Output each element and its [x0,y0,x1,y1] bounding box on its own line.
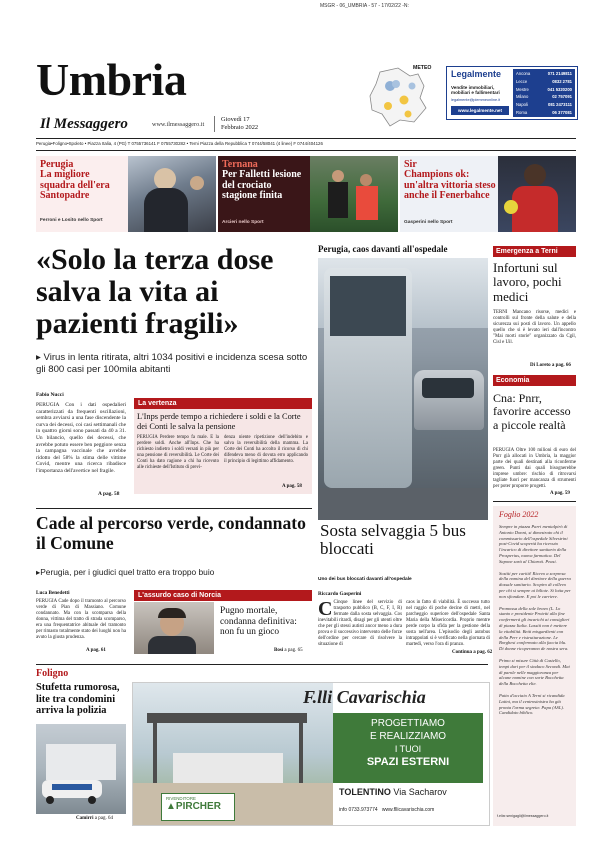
economia-text: PERUGIA Oltre 100 milioni di euro del Pnrr già allocati in Umbria, la maggior parte dei quali destinati alla riconferme green. Punti dai quali bisognerebbe imprese umbre: rischio di ritrovarsi tagliate fuori per mancanza di strumenti per poter proporre progetti. [493,448,576,489]
address-line: Perugia•Foligno•Spoleto • Piazza Italia, 4 (PG) T 0755736141 F 0755730282 • Terni Piazza della Repubblica T 0744/58041 (4 linee) F 0744/404126 [36,141,323,146]
arrow-icon: ▸ [36,352,44,363]
ad-city-name: Mestre [516,86,529,92]
main-page-ref[interactable]: A pag. 58 [98,491,120,497]
foligno-byline: Camirri [76,816,94,821]
meteo-map [360,64,438,130]
cade-text: PERUGIA Cade dopo il tramonto al percorso verde di Pian di Massiano. Comune condannato. Ma con la scomparsa della donna, vittima del tratto di strada scomparso, era una frequentatrice abituale del tramonto per rimasto totalmente stato dei luoghi non ha avuto la giusta prudenza. [36,599,126,640]
photo-caption-top: Perugia, caos davanti all'ospedale [318,244,448,254]
ad-city-name: Ancona [516,71,531,76]
ad-city-name: Roma [516,109,528,115]
foglio-paragraph: Promossa della sole bravo (L. Lo stanto e presidente Proietti alla fine confermerà gli incarichi ai consiglieri di piazza Italia. Lassiti non è mettere la vitabilità. Betti misgardienti con della Perr e ristrutturazione. Le Borghesi confermato alla faccia blu. Di donne ricoperanno de nostra sera. [499,605,570,652]
teaser-headline: Champions ok: un'altra vittoria steso anche il Fenerbahce [404,169,496,201]
teaser-photo-sir [498,156,576,232]
cade-author: Luca Benedetti [36,590,70,596]
norcia-ref [274,648,303,653]
foglio-paragraph: Sostiti per carità! Ricevo a sorpresa della nomina del direttore della guerra dossale sanitario. Scopiro di collevo per chi si sempre ai biliote. Si lotta per non sfiondare. E poi le carriere. [499,570,571,599]
cade-page-ref[interactable]: A pag. 61 [86,648,106,653]
legalmente-email: legalmente@piemmeonline.it [451,98,501,102]
teaser-headline: La migliore squadra dell'era Santopadre [40,169,110,201]
main-subhead-text: Virus in lenta ritirata, altri 1034 positivi e incidenza scesa sotto gli 800 casi per 100mila abitanti [36,352,308,375]
main-headline[interactable]: «Solo la terza dose salva la vita ai pazienti fragili» [36,243,274,340]
legalmente-ad[interactable] [446,66,578,120]
sosta-author: Riccardo Gasperini [318,591,362,597]
ad-city-row [516,109,572,117]
vertenza-text-2: denza niente ripetizione dell'indebito e salva la reversibilità della mamma. La Corte dei Conti ha accolto il ricorso di chi difendeva meno di dovuta erro applicando il principio di legittimo affidamento. [224,435,308,464]
date-day: Giovedì 17 [221,116,250,123]
ad-city: TOLENTINO [339,787,391,797]
vertenza-label: La vertenza [134,398,312,409]
emergenza-headline[interactable]: Infortuni sul lavoro, pochi medici [493,260,562,304]
norcia-headline: Pugno mortale, condanna definitiva: non fu un gioco [220,606,297,638]
sosta-headline: Sosta selvaggia 5 bus bloccati [320,521,466,558]
legalmente-cities [513,69,575,117]
foligno-photo [36,724,126,814]
ad-line3: I TUOI [394,744,422,754]
paper-logo: Il Messaggero [40,116,128,132]
teaser-photo-perugia [128,156,216,232]
economia-headline[interactable]: Cna: Pnrr, favorire accesso a piccole realtà [493,391,571,432]
foligno-ref[interactable] [76,816,113,821]
bus-photo [318,258,488,522]
sosta-page-ref[interactable]: Continua a pag. 62 [452,650,493,655]
ad-banner [333,713,483,783]
norcia-photo [134,602,214,654]
foglio-column [493,506,576,826]
vertenza-box[interactable] [134,398,312,494]
cade-headline[interactable]: Cade al percorso verde, condannato il Comune [36,513,306,553]
main-author: Fabio Nucci [36,392,64,398]
sosta-text-1 [318,600,402,648]
emergenza-label: Emergenza a Terni [493,246,576,257]
legalmente-brand: Legalmente [451,69,502,79]
ad-city-name: Milano [516,94,529,100]
teaser-sir[interactable] [400,156,576,232]
ad-phone: info 0733.973774 [339,807,378,813]
cavarischia-ad[interactable] [132,682,490,826]
teaser-byline: Arcieri nello Sport [222,220,264,225]
ad-city-name: Napoli [516,102,528,108]
foligno-page-ref: a pag. 64 [94,816,113,821]
teaser-ternana[interactable] [218,156,398,232]
date-month-year: Febbraio 2022 [221,124,259,131]
teaser-byline: Ferroni e Losito nello Sport [40,218,103,223]
edition-title: Umbria [36,54,187,105]
norcia-page-ref: a pag. 65 [284,648,303,653]
foglio-paragraph: Sempre in piazza Parri mentalpirò di Antonio Donni, si dimestrato chi il commissario dell'ospedale Silvestrini post-Covid scopertà ha ricevuto l'incarico di direttore sanitario della Prosperius, nuova farmatica. Del Sapone sarà al Chiaroti. Peasi. [499,524,568,564]
sosta-text-1-body: Cinque linee del servizio di trasporto pubblico (B, C, F, I, R) fermate dalla sosta selvaggia. Cos inevitabili ritardi, disagi per gli utenti oltre che per gli stessi autisti ancor meno a dura prova e il successivo intervento delle forze dell'ordine per cercare di risolvere la situazione di [318,600,402,647]
ad-line1: PROGETTIAMO [371,718,445,729]
emergenza-ref[interactable] [530,363,571,368]
foglio-email[interactable]: f.elixr.senigagli@ilmessaggero.it [497,814,549,818]
main-text: PERUGIA Con i dati ospedalieri caratterizzati da frequenti oscillazioni, sembra avviarsi a una fase discendente la curva dei decessi, coi casi settimanali che in quattro giorni sono passati da 40 a 31. Un bilancio, quello dei decessi, che avrebbe potuto essere ben peggiore senza la campagna vaccinale che avrebbe ridotto del 58% la stima delle vittime Covid, mentre una ricerca ribadisce l'importanza dell'avertice nel fragile. [36,402,126,474]
foglio-paragraph: Primo si misure Città di Castello, tempi duri per il sindaco Secondi. Mai di parole nelle maggioranza per alcune nomine con sorte Bocchetta della Bocchetta elte. [499,657,570,687]
ad-site: www.fllicavarischia.com [381,807,435,813]
teaser-kicker: Perugia [40,159,74,170]
ad-city-phone: 071 2149811 [547,71,572,76]
foligno-label: Foligno [36,668,69,679]
emergenza-text: TERNI Mancano risorse, medici e controlli sul fronte della salute e della sicurezza sui posti di lavoro. Un appello quello che si è levato ieri dall'incontro "Mai morti storie" organizzato da Cgil, Cisl e Uil. [493,310,576,345]
arrow-icon: ▸ [36,567,41,577]
ad-city-name: Lecce [516,78,528,84]
foligno-headline[interactable]: Stufetta rumorosa, lite tra condomini arriva la polizia [36,682,120,717]
vertenza-page-ref[interactable]: A pag. 58 [282,484,302,489]
ad-dealer-text: PIRCHER [175,801,221,812]
ad-city-phone: 041 5320200 [547,86,572,92]
ad-city-phone: 0832 2781 [552,78,572,84]
sosta-caption: Uno dei bus bloccati davanti all'ospedale [318,577,412,582]
teaser-kicker: Ternana [222,159,258,170]
ad-city-phone: 06 377081 [552,109,572,115]
legalmente-line1: Vendite immobiliari, [451,85,495,90]
teaser-byline: Gasperini nello Sport [404,220,453,225]
umbria-map-icon [360,64,438,130]
vertenza-headline: L'Inps perde tempo a richiedere i soldi e la Corte dei Conti le salva la pensione [137,412,301,431]
ad-contacts [339,807,434,813]
emergenza-page-ref: a pag. 66 [551,363,571,368]
legalmente-line2: mobiliari e fallimentari [451,90,500,96]
legalmente-url: www.legalmente.net [451,106,509,115]
ad-street: Via Sacharov [393,787,447,797]
ad-dealer-label: RIVENDITORE [166,796,196,801]
ad-address [339,787,447,797]
teaser-perugia[interactable] [36,156,216,232]
norcia-label: L'assurdo caso di Norcia [134,590,312,601]
main-subhead [36,352,314,376]
sosta-headline-box[interactable] [318,520,488,574]
ad-brand: F.lli Cavarischia [303,687,426,707]
ad-city-row [516,93,572,101]
ad-line2: E REALIZZIAMO [369,731,447,742]
teaser-headline: Per Falletti lesione del crociato stagione finita [222,169,302,201]
economia-label: Economia [493,375,576,386]
teaser-kicker: Sir [404,159,417,170]
pircher-icon: ▲ [166,801,176,812]
emergenza-author: Di Loreto [530,363,551,368]
date-block [221,116,258,132]
norcia-box[interactable] [134,590,312,660]
foglio-title: Foglio 2022 [499,510,539,519]
teaser-photo-ternana [310,156,398,232]
cade-subhead [36,567,314,577]
meteo-label: METEO [413,65,432,71]
ad-city-phone: 081 2473111 [548,102,572,108]
vertenza-text-1: PERUGIA Perdere tempo fa male. E la perdere soldi. Anche all'Inps. Che ha richiesto indietro i soldi versati in più per una pensione di reversibilità. Le Corte dei Conti ha dato ragione a chi ha ricevuto alle richieste dell'Istituto di previ- [137,435,219,470]
sosta-text-2: caos in fatto di viabilità. È successo tutto nel raggio di poche decine di metri, nel parcheggio superiore dell'ospedale Santa Maria della Misericordia. Proprio mentre perde corpo la sfida per la gestione della sosta nell'area. L'episodio degli autobus intrappolati si è verificato nella giornata di martedì, verso l'ora di pranzo. [406,600,490,647]
ad-city-phone: 02 757091 [552,94,572,100]
ad-city-row [516,101,572,109]
masthead-divider [214,116,215,132]
dropcap: C [318,598,333,620]
ad-dealer-name [166,801,234,813]
norcia-byline: Bosi [274,648,284,653]
foglio-paragraph: Patto d'acciaio A Terni si ricandida Latini, ma il centrosinistra ha già pronta l'arma segreta: Papa (ASL). Candidato biblico. [499,692,565,716]
legalmente-desc [451,85,509,96]
economia-page-ref[interactable]: A pag. 59 [550,491,570,496]
site-url[interactable]: www.ilmessaggero.it [152,121,205,128]
ad-city-row [516,70,572,78]
ad-line4: SPAZI ESTERNI [366,756,450,768]
topline: MSGR - 06_UMBRIA - 57 - 17/02/22 -N: [320,3,409,9]
cade-subhead-text: Perugia, per i giudici quel tratto era troppo buio [40,567,215,577]
ad-dealer [161,793,235,821]
ad-city-row [516,86,572,94]
ad-city-row [516,78,572,86]
